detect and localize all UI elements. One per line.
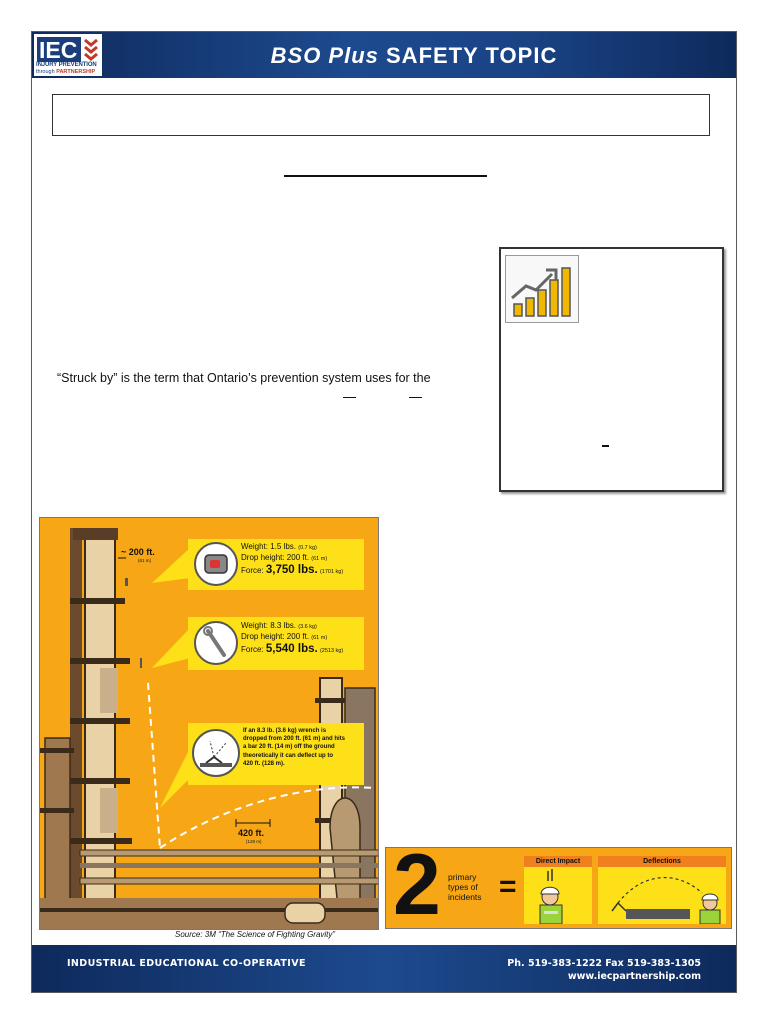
page-frame [31, 31, 737, 993]
panel-heading: Deflections [598, 856, 726, 867]
force-text: Force: 5,540 lbs. (2513 kg) [241, 643, 344, 655]
title-italic: BSO Plus [270, 43, 379, 68]
direct-impact-icon [524, 867, 592, 924]
deflection-icon [192, 729, 240, 777]
height-label: ~ 200 ft. [121, 547, 155, 557]
topic-title-box [52, 94, 710, 136]
drop-height-text: Drop height: 200 ft. (61 m) [241, 632, 328, 641]
logo-text: IEC [39, 37, 78, 63]
footer-bar [32, 945, 736, 993]
height-metric: (61 m) [138, 558, 152, 563]
statistics-box [499, 247, 724, 492]
growth-chart-icon [505, 255, 579, 323]
title-rest: SAFETY TOPIC [378, 43, 558, 68]
footer-phone: Ph. 519-383-1222 Fax 519-383-1305 [507, 958, 701, 969]
tape-measure-icon [194, 542, 238, 586]
logo-tagline: INJURY PREVENTION [36, 62, 97, 68]
source-caption: Source: 3M “The Science of Fighting Gravity” [175, 930, 336, 939]
wrench-callout [188, 617, 364, 670]
weight-text: Weight: 8.3 lbs. (3.6 kg) [241, 621, 317, 630]
subtitle-underline [284, 175, 487, 177]
incident-count: 2 [393, 847, 441, 929]
tape-measure-callout [188, 539, 364, 590]
deflection-callout [188, 723, 364, 785]
dash-mark [602, 445, 609, 447]
deflection-text: If an 8.3 lb. (3.6 kg) wrench is dropped from 200 ft. (61 m) and hits a bar 20 ft. (14 m) off the ground theoretically it can deflect up to 420 ft. (128 m). [243, 728, 346, 767]
drop-height-text: Drop height: 200 ft. (61 m) [241, 553, 328, 562]
deflection-panel-icon [598, 867, 726, 924]
weight-text: Weight: 1.5 lbs. (0.7 kg) [241, 542, 317, 551]
deflections-panel [598, 856, 726, 924]
incident-types-strip [385, 847, 732, 929]
page-title [32, 43, 736, 69]
underline-mark [409, 397, 422, 398]
footer-website: www.iecpartnership.com [567, 971, 701, 982]
intro-paragraph: “Struck by” is the term that Ontario’s prevention system uses for the [57, 371, 431, 385]
underline-mark [343, 397, 356, 398]
force-text: Force: 3,750 lbs. (1701 kg) [241, 564, 344, 576]
distance-metric: (128 m) [246, 839, 262, 844]
equals-sign: = [499, 870, 517, 903]
direct-impact-panel [524, 856, 592, 924]
incident-label: primary types of incidents [448, 872, 482, 902]
panel-heading: Direct Impact [524, 856, 592, 867]
distance-label: 420 ft. [238, 828, 265, 838]
struck-by-infographic [39, 517, 379, 930]
logo-tagline-2: through PARTNERSHIP [36, 69, 96, 75]
footer-organization: INDUSTRIAL EDUCATIONAL CO-OPERATIVE [67, 958, 306, 969]
header-bar [32, 32, 736, 78]
wrench-icon [194, 621, 238, 665]
